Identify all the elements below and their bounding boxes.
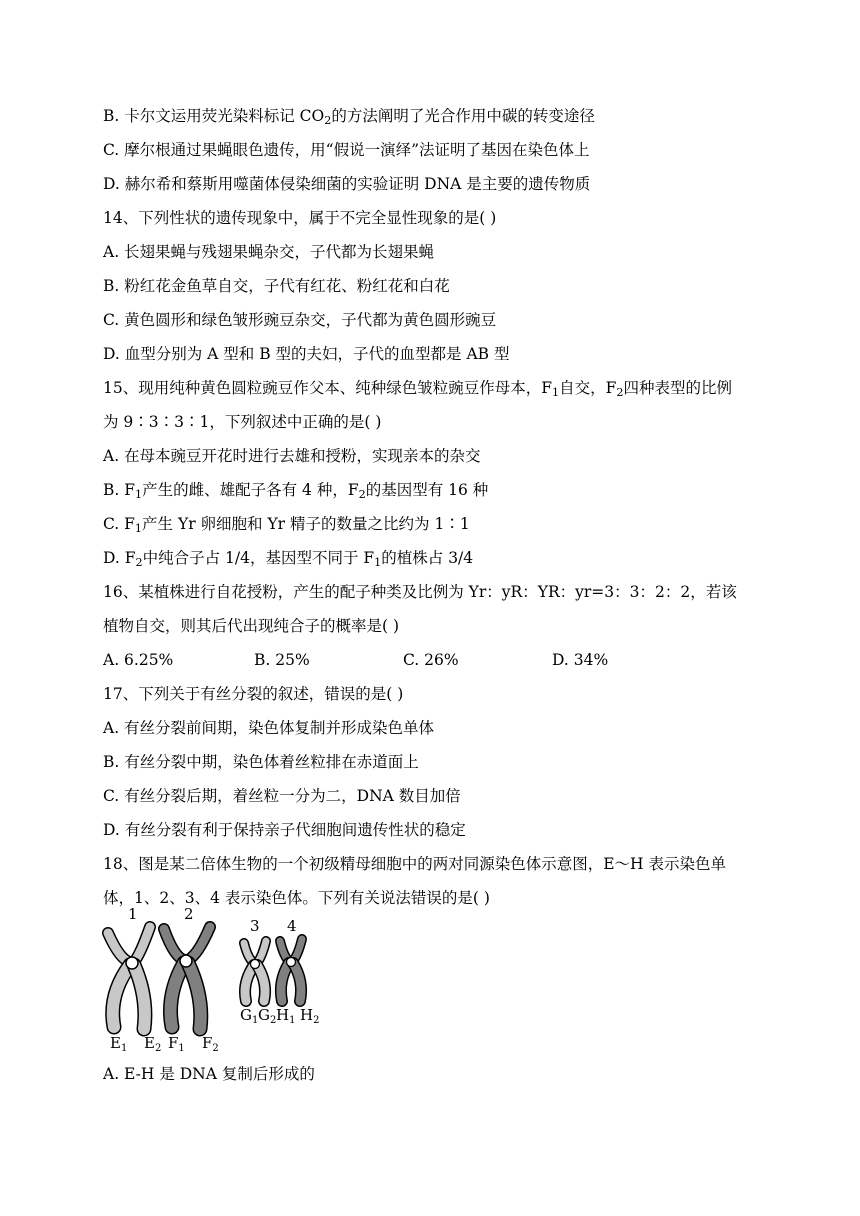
- text-line: 18、图是某二倍体生物的一个初级精母细胞中的两对同源染色体示意图，E～H 表示染色单: [103, 855, 726, 873]
- text-line: 体，1、2、3、4 表示染色体。下列有关说法错误的是( ): [103, 889, 490, 907]
- text-line: D. 有丝分裂有利于保持亲子代细胞间遗传性状的稳定: [103, 821, 466, 839]
- text-line: A. E-H 是 DNA 复制后形成的: [103, 1065, 315, 1083]
- centromere-1: [126, 957, 138, 969]
- text-line: C. 有丝分裂后期，着丝粒一分为二，DNA 数目加倍: [103, 787, 461, 805]
- option-0: A. 6.25%: [103, 651, 174, 669]
- chromatid-h1: [281, 963, 289, 1001]
- chromatid-f1-top: [164, 929, 184, 960]
- chromatid-label-g2: $G_2$: [258, 1006, 277, 1026]
- chromatid-f2-top: [188, 927, 210, 960]
- text-line: D. $F_2$中纯合子占 1/4，基因型不同于 $F_1$的植株占 3/4: [103, 549, 474, 569]
- text-line: D. 血型分别为 A 型和 B 型的夫妇，子代的血型都是 AB 型: [103, 345, 510, 363]
- chromosome-number-3: 3: [250, 917, 260, 935]
- chromosome-number-1: 1: [128, 905, 138, 923]
- text-line: 16、某植株进行自花授粉，产生的配子种类及比例为 Yr：yR：YR：yr=3：3：2：2，若该: [103, 583, 737, 601]
- centromere-2: [180, 955, 192, 967]
- homologous-chromosomes-figure: [100, 905, 340, 1055]
- text-line: C. 黄色圆形和绿色皱形豌豆杂交，子代都为黄色圆形豌豆: [103, 311, 497, 329]
- centromere-4: [287, 958, 296, 967]
- text-line: C. $F_1$产生 Yr 卵细胞和 Yr 精子的数量之比约为 1∶1: [103, 515, 470, 535]
- chromatid-g1: [245, 965, 254, 1001]
- text-line: B. 粉红花金鱼草自交，子代有红花、粉红花和白花: [103, 277, 450, 295]
- text-line: 15、现用纯种黄色圆粒豌豆作父本、纯种绿色皱粒豌豆作母本，$F_1$自交，$F_2$四种表型的比例: [103, 379, 732, 399]
- chromosome-number-2: 2: [184, 905, 194, 923]
- text-line: A. 在母本豌豆开花时进行去雄和授粉，实现亲本的杂交: [103, 447, 481, 465]
- chromatid-label-f2: $F_2$: [202, 1034, 219, 1054]
- text-line: B. 卡尔文运用荧光染料标记 $CO_2$的方法阐明了光合作用中碳的转变途径: [103, 107, 595, 127]
- chromatid-e2: [134, 965, 145, 1029]
- chromatid-label-e2: $E_2$: [144, 1034, 162, 1054]
- chromatid-label-g1: $G_1$: [240, 1006, 259, 1026]
- option-3: D. 34%: [552, 651, 609, 669]
- text-line: B. $F_1$产生的雌、雄配子各有 4 种，$F_2$的基因型有 16 种: [103, 481, 489, 501]
- chromatid-label-f1: $F_1$: [168, 1034, 185, 1054]
- chromatid-h2: [293, 963, 301, 1001]
- text-line: 植物自交，则其后代出现纯合子的概率是( ): [103, 617, 400, 635]
- centromere-3: [251, 960, 260, 969]
- text-line: 14、下列性状的遗传现象中，属于不完全显性现象的是( ): [103, 209, 497, 227]
- chromatid-label-h2: $H_2$: [300, 1006, 320, 1026]
- text-line: D. 赫尔希和蔡斯用噬菌体侵染细菌的实验证明 DNA 是主要的遗传物质: [103, 175, 591, 193]
- chromosome-number-4: 4: [287, 917, 297, 935]
- text-line: A. 有丝分裂前间期，染色体复制并形成染色单体: [103, 719, 435, 737]
- text-line: B. 有丝分裂中期，染色体着丝粒排在赤道面上: [103, 753, 419, 771]
- text-line: A. 长翅果蝇与残翅果蝇杂交，子代都为长翅果蝇: [103, 243, 435, 261]
- option-2: C. 26%: [403, 651, 459, 669]
- text-line: 为 9∶3∶3∶1，下列叙述中正确的是( ): [103, 413, 382, 431]
- chromatid-label-e1: $E_1$: [110, 1034, 128, 1054]
- chromatid-e1-top: [108, 933, 130, 962]
- option-1: B. 25%: [254, 651, 310, 669]
- text-line: 17、下列关于有丝分裂的叙述，错误的是( ): [103, 685, 404, 703]
- chromatid-label-h1: $H_1$: [276, 1006, 296, 1026]
- text-line: C. 摩尔根通过果蝇眼色遗传，用“假说一演绎”法证明了基因在染色体上: [103, 141, 590, 159]
